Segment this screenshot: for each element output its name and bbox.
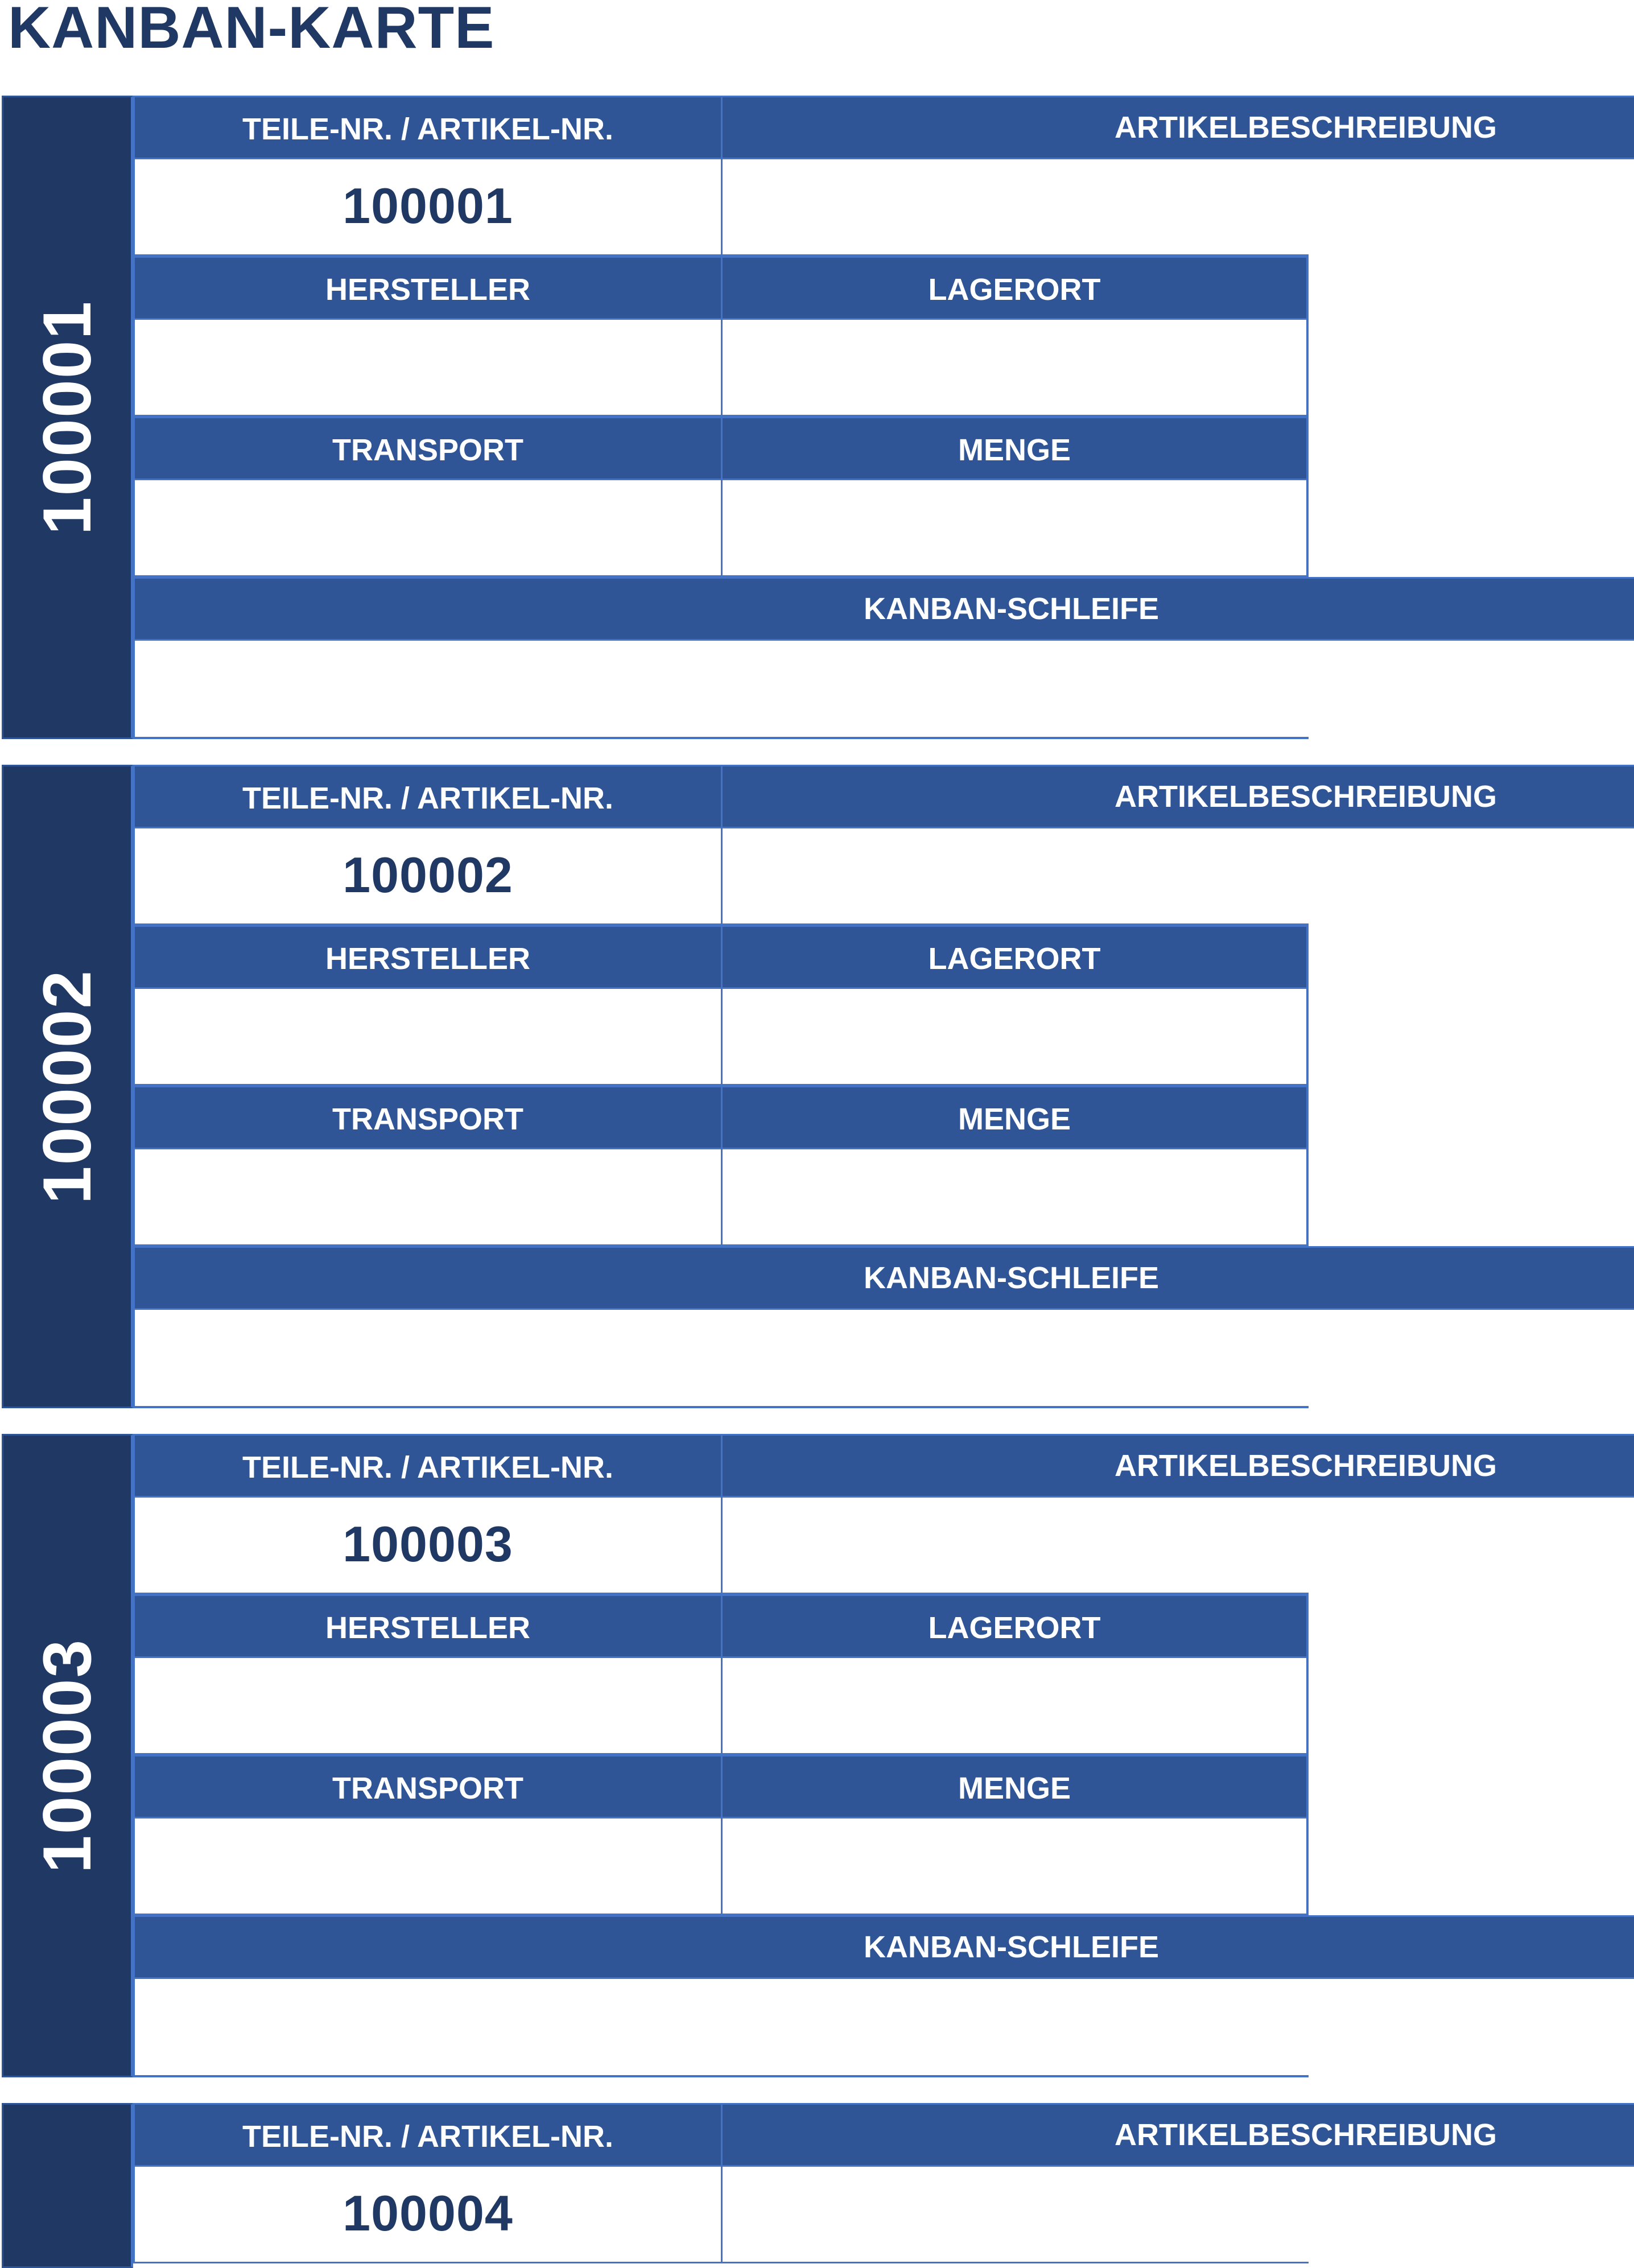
transport-value-cell[interactable] xyxy=(133,1818,721,1915)
part-no-header: TEILE-NR. / ARTIKEL-NR. xyxy=(133,96,721,159)
kanban-card xyxy=(0,2103,1634,2268)
description-header-label: ARTIKELBESCHREIBUNG xyxy=(1115,1449,1497,1483)
storage-header: LAGERORT xyxy=(721,925,1309,989)
description-header-label: ARTIKELBESCHREIBUNG xyxy=(1115,110,1497,145)
quantity-header: MENGE xyxy=(721,417,1309,480)
loop-value-cell[interactable] xyxy=(133,1979,1309,2077)
part-no-value-cell xyxy=(133,2167,721,2263)
description-header-label: ARTIKELBESCHREIBUNG xyxy=(1115,780,1497,814)
manufacturer-header: HERSTELLER xyxy=(133,925,721,989)
quantity-value-cell[interactable] xyxy=(721,480,1309,577)
quantity-value-cell[interactable] xyxy=(721,1818,1309,1915)
quantity-value-cell[interactable] xyxy=(721,1149,1309,1246)
manufacturer-header: HERSTELLER xyxy=(133,1594,721,1658)
transport-value-cell[interactable] xyxy=(133,480,721,577)
part-no-value: 100001 xyxy=(343,178,513,234)
description-value-cell[interactable] xyxy=(721,2167,1309,2263)
part-no-header: TEILE-NR. / ARTIKEL-NR. xyxy=(133,2103,721,2167)
quantity-header: MENGE xyxy=(721,1755,1309,1818)
part-no-header: TEILE-NR. / ARTIKEL-NR. xyxy=(133,765,721,828)
card-side-panel xyxy=(2,2103,133,2268)
quantity-header: MENGE xyxy=(721,1086,1309,1149)
part-no-value: 100002 xyxy=(343,847,513,903)
card-side-panel xyxy=(2,765,133,1408)
storage-value-cell[interactable] xyxy=(721,989,1309,1086)
part-no-value-cell xyxy=(133,828,721,925)
description-value-cell[interactable] xyxy=(721,1498,1309,1594)
card-side-panel xyxy=(2,96,133,739)
manufacturer-value-cell[interactable] xyxy=(133,989,721,1086)
transport-value-cell[interactable] xyxy=(133,1149,721,1246)
storage-header: LAGERORT xyxy=(721,256,1309,320)
card-side-number: 100002 xyxy=(29,969,105,1204)
part-no-value-cell xyxy=(133,1498,721,1594)
kanban-card xyxy=(0,96,1634,741)
storage-value-cell[interactable] xyxy=(721,320,1309,417)
loop-header-label: KANBAN-SCHLEIFE xyxy=(864,1261,1159,1295)
kanban-card xyxy=(0,765,1634,1410)
transport-header: TRANSPORT xyxy=(133,1755,721,1818)
description-header-label: ARTIKELBESCHREIBUNG xyxy=(1115,2118,1497,2152)
part-no-value-cell xyxy=(133,159,721,256)
manufacturer-value-cell[interactable] xyxy=(133,1658,721,1755)
loop-value-cell[interactable] xyxy=(133,1310,1309,1408)
card-side-number: 100001 xyxy=(29,300,105,535)
page-title: KANBAN-KARTE xyxy=(8,0,495,61)
storage-header: LAGERORT xyxy=(721,1594,1309,1658)
kanban-card xyxy=(0,1434,1634,2079)
storage-value-cell[interactable] xyxy=(721,1658,1309,1755)
part-no-value: 100003 xyxy=(343,1516,513,1572)
description-value-cell[interactable] xyxy=(721,159,1309,256)
transport-header: TRANSPORT xyxy=(133,417,721,480)
description-value-cell[interactable] xyxy=(721,828,1309,925)
manufacturer-header: HERSTELLER xyxy=(133,256,721,320)
loop-value-cell[interactable] xyxy=(133,641,1309,739)
card-side-number: 100003 xyxy=(29,1638,105,1873)
part-no-header: TEILE-NR. / ARTIKEL-NR. xyxy=(133,1434,721,1498)
manufacturer-value-cell[interactable] xyxy=(133,320,721,417)
loop-header-label: KANBAN-SCHLEIFE xyxy=(864,1930,1159,1964)
part-no-value: 100004 xyxy=(343,2185,513,2241)
transport-header: TRANSPORT xyxy=(133,1086,721,1149)
card-side-panel xyxy=(2,1434,133,2077)
loop-header-label: KANBAN-SCHLEIFE xyxy=(864,592,1159,626)
